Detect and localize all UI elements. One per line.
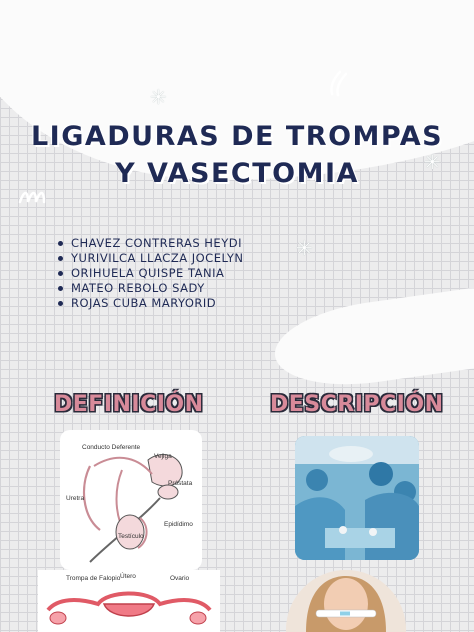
doodle-icon — [328, 68, 352, 98]
sparkle-icon: ✳ — [424, 150, 441, 174]
label-ovary: Ovario — [170, 575, 190, 582]
label-epididymis: Epidídimo — [164, 521, 193, 528]
label-urethra: Uretra — [66, 495, 85, 502]
title-line-2: Y VASECTOMIA — [115, 158, 359, 189]
author-name: ROJAS CUBA MARYORID — [71, 296, 217, 310]
label-bladder: Vejiga — [154, 453, 172, 460]
author-item — [58, 236, 243, 251]
author-list — [58, 236, 243, 311]
bullet-icon — [58, 256, 63, 261]
label-vas-deferens: Conducto Deferente — [82, 444, 141, 451]
author-item — [58, 266, 243, 281]
surgery-photo-svg — [295, 436, 419, 560]
sparkle-icon: ✳ — [150, 85, 167, 109]
bullet-icon — [58, 271, 63, 276]
sparkle-icon: ✳ — [296, 236, 313, 260]
definition-heading: DEFINICIÓN — [54, 392, 204, 417]
description-heading: DESCRIPCIÓN — [270, 392, 444, 417]
right-white-shape — [270, 284, 474, 395]
male-anatomy-diagram — [60, 430, 202, 570]
author-item — [58, 251, 243, 266]
author-name: YURIVILCA LLACZA JOCELYN — [71, 251, 244, 265]
pregnancy-test-svg — [286, 570, 406, 632]
label-prostate: Próstata — [168, 480, 193, 487]
author-name: CHAVEZ CONTRERAS HEYDI — [71, 236, 242, 250]
pregnancy-test-photo — [286, 570, 406, 632]
author-item — [58, 296, 243, 311]
female-anatomy-svg — [38, 570, 220, 632]
female-anatomy-diagram — [38, 570, 220, 632]
title-line-1: LIGADURAS DE TROMPAS — [30, 121, 444, 152]
male-anatomy-svg — [60, 430, 202, 570]
label-uterus: Útero — [120, 573, 136, 580]
bullet-icon — [58, 301, 63, 306]
author-item — [58, 281, 243, 296]
surgery-photo — [295, 436, 419, 560]
bullet-icon — [58, 286, 63, 291]
author-name: ORIHUELA QUISPE TANIA — [71, 266, 225, 280]
label-testicle: Testículo — [118, 533, 144, 540]
bullet-icon — [58, 241, 63, 246]
page-title — [0, 118, 474, 192]
label-fallopian-tube: Trompa de Falopio — [66, 575, 121, 582]
author-name: MATEO REBOLO SADY — [71, 281, 205, 295]
